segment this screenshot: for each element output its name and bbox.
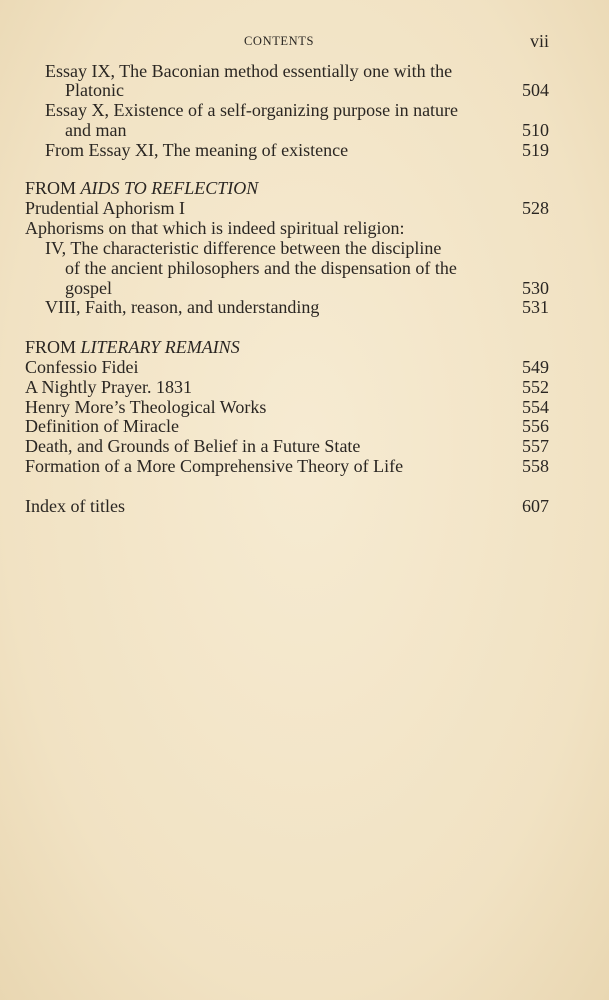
toc-entry-page: 556 <box>522 416 549 436</box>
toc-entry-title: Essay IX, The Baconian method essentially one with the <box>45 61 453 81</box>
toc-entry-title-cont: of the ancient philosophers and the dispensation of the <box>65 258 457 278</box>
page-number: vii <box>529 31 549 51</box>
running-head: CONTENTS <box>244 34 315 48</box>
toc-entry-essay-x-cont <box>0 120 609 140</box>
page-header <box>0 31 609 51</box>
toc-entry-henry-more <box>0 397 609 417</box>
toc-entry-aphorism-iv <box>0 238 609 258</box>
toc-entry-title: Death, and Grounds of Belief in a Future State <box>25 436 361 456</box>
toc-entry-page: 549 <box>522 357 549 377</box>
toc-entry-title: Formation of a More Comprehensive Theory of Life <box>25 456 404 476</box>
toc-entry-page: 531 <box>522 297 549 317</box>
section-heading-title: LITERARY REMAINS <box>80 337 240 357</box>
toc-entry-formation <box>0 456 609 476</box>
toc-entry-miracle <box>0 416 609 436</box>
toc-entry-title-cont: Platonic <box>65 80 124 100</box>
toc-entry-aphorism-iv-cont1 <box>0 258 609 278</box>
section-heading-literary <box>0 337 609 357</box>
toc-entry-title: Index of titles <box>25 496 125 516</box>
section-heading-title: AIDS TO REFLECTION <box>80 178 259 198</box>
toc-entry-essay-ix <box>0 61 609 81</box>
toc-entry-title: Confessio Fidei <box>25 357 139 377</box>
toc-entry-page: 510 <box>522 120 549 140</box>
toc-entry-prudential <box>0 198 609 218</box>
toc-entry-title: Henry More’s Theological Works <box>25 397 267 417</box>
toc-entry-page: 558 <box>522 456 549 476</box>
toc-entry-title: A Nightly Prayer. 1831 <box>25 377 192 397</box>
toc-entry-index <box>0 496 609 516</box>
section-heading <box>25 337 240 357</box>
toc-entry-title-cont: gospel <box>65 278 112 298</box>
toc-entry-essay-ix-cont <box>0 80 609 100</box>
toc-entry-title: Essay X, Existence of a self-organizing purpose in nature <box>45 100 459 120</box>
toc-entry-nightly-prayer <box>0 377 609 397</box>
section-heading <box>25 178 258 198</box>
toc-entry-title: From Essay XI, The meaning of existence <box>45 140 349 160</box>
toc-entry-title-cont: and man <box>65 120 127 140</box>
toc-entry-page: 519 <box>522 140 549 160</box>
toc-entry-death <box>0 436 609 456</box>
toc-entry-title: VIII, Faith, reason, and understanding <box>45 297 320 317</box>
toc-entry-page: 557 <box>522 436 549 456</box>
section-heading-prefix: FROM <box>25 178 81 198</box>
toc-entry-title: Definition of Miracle <box>25 416 179 436</box>
toc-entry-page: 554 <box>522 397 549 417</box>
toc-entry-title: Prudential Aphorism I <box>25 198 185 218</box>
toc-entry-page: 504 <box>522 80 549 100</box>
section-heading-prefix: FROM <box>25 337 81 357</box>
toc-entry-page: 530 <box>522 278 549 298</box>
toc-entry-page: 552 <box>522 377 549 397</box>
toc-entry-title: IV, The characteristic difference between the discipline <box>45 238 442 258</box>
section-heading-aids <box>0 178 609 198</box>
toc-subheading: Aphorisms on that which is indeed spiritual religion: <box>25 218 405 238</box>
toc-entry-page: 528 <box>522 198 549 218</box>
toc-entry-aphorism-viii <box>0 297 609 317</box>
toc-entry-essay-x <box>0 100 609 120</box>
toc-subheading-aphorisms <box>0 218 609 238</box>
toc-entry-page: 607 <box>522 496 549 516</box>
toc-entry-essay-xi <box>0 140 609 160</box>
toc-entry-aphorism-iv-cont2 <box>0 278 609 298</box>
toc-entry-confessio <box>0 357 609 377</box>
